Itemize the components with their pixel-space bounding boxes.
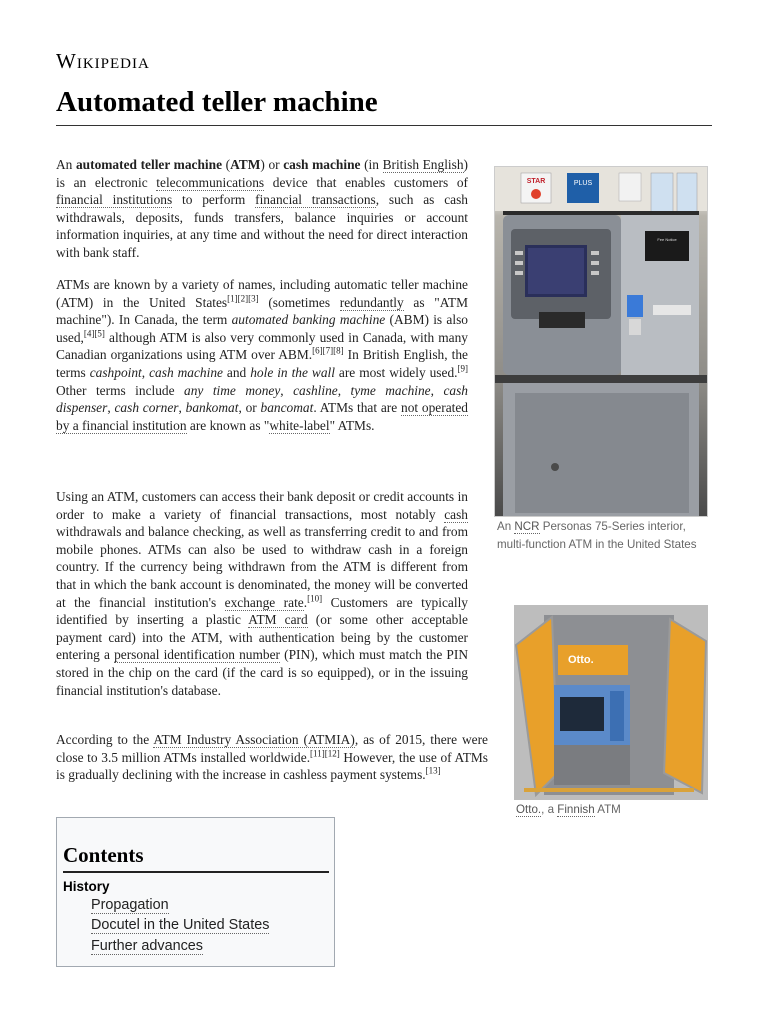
italic-term: tyme machine (350, 382, 431, 398)
otto-atm-illustration (514, 605, 708, 800)
page-title: Automated teller machine (56, 86, 378, 118)
toc-item-propagation[interactable]: Propagation (91, 897, 169, 913)
paragraph-stats (56, 731, 488, 784)
article-link[interactable]: ATM Industry Association (ATMIA) (153, 732, 355, 747)
article-link[interactable]: ATM card (248, 612, 308, 628)
article-link[interactable]: telecommunications (156, 174, 265, 190)
article-link[interactable]: redundantly (339, 294, 404, 310)
toc-divider (63, 871, 329, 873)
article-link[interactable]: exchange rate (224, 594, 304, 610)
otto-atm-image[interactable] (514, 605, 708, 800)
citation-ref[interactable]: [13] (425, 765, 441, 776)
article-link[interactable]: Finnish (557, 803, 595, 816)
title-divider (56, 125, 712, 126)
otto-brand-label: Otto. (568, 654, 594, 666)
star-sign: STAR (526, 178, 546, 185)
italic-term: cash machine (149, 364, 223, 380)
citation-ref[interactable]: [11][12] (310, 748, 340, 759)
toc-title: Contents (63, 843, 144, 867)
paragraph-4: According to the ATM Industry Association (ATMIA), as of 2015, there were close to 3.5 million ATMs installed worldwide.[11][12] However, the use of ATMs is gradually declining with the increase in cashless payment systems.[13] (56, 732, 488, 783)
citation-ref[interactable]: [1][2][3] (227, 293, 259, 304)
paragraph-2: ATMs are known by a variety of names, including automatic teller machine (ATM) in the United States[1][2][3] (sometimes redundantly as "ATM machine"). In Canada, the term automated banking machine (ABM) is also used,[4][5] although ATM is also very commonly used in Canada, with many Canadian organizations using ATM over ABM.[6][7][8] In British English, the terms cashpoint, cash machine and hole in the wall are most widely used.[9] Other terms include any time money, cashline, tyme machine, cash dispenser, cash corner, bankomat, or bancomat. ATMs that are not operated by a financial institution are known as "white-label" ATMs. (56, 277, 469, 433)
italic-term: cashpoint (89, 364, 142, 380)
citation-ref[interactable]: [10] (307, 593, 323, 604)
bold-term: cash machine (283, 157, 361, 172)
italic-term: bankomat (185, 400, 239, 416)
fig1-caption: An NCR Personas 75-Series interior, multi-function ATM in the United States (497, 520, 697, 551)
citation-ref[interactable]: [9] (457, 363, 468, 374)
bold-term: automated teller machine (75, 157, 223, 172)
italic-term: automated banking machine (231, 312, 386, 328)
toc-item-docutel[interactable]: Docutel in the United States (91, 917, 270, 933)
fee-notice-sign: Fee Notice (657, 237, 677, 242)
article-link[interactable]: cash (444, 506, 468, 522)
citation-ref[interactable]: [4][5] (83, 328, 105, 339)
paragraph-1: An automated teller machine (ATM) or cash machine (in British English) is an electronic telecommunications device that enables customers of financial institutions to perform financial transactions, such as cash withdrawals, deposits, funds transfers, balance inquiries or account information inquiries, at any time and without the need for direct interaction with bank staff. (56, 157, 469, 260)
italic-term: any time money (184, 382, 281, 398)
bold-term: ATM (230, 157, 261, 172)
italic-term: bancomat (260, 400, 314, 416)
italic-term: cash corner (114, 400, 179, 416)
article-link[interactable]: financial transactions (255, 192, 376, 208)
toc-item-further-advances[interactable]: Further advances (91, 938, 203, 954)
article-link[interactable]: British English (382, 157, 464, 172)
article-link[interactable]: NCR (514, 520, 540, 533)
paragraph-3: Using an ATM, customers can access their bank deposit or credit accounts in order to make a variety of financial transactions, most notably cash withdrawals and balance checking, as well as transferring credit to and from mobile phones. ATMs can also be used to withdraw cash in a foreign country. If the currency being withdrawn from the ATM is different from that in which the bank account is denominated, the money will be converted at the financial institution's exchange rate.[10] Customers are typically identified by inserting a plastic ATM card (or some other acceptable payment card) into the ATM, with authentication being by the customer entering a personal identification number (PIN), which must match the PIN stored in the chip on the card (if the card is so equipped), or in the issuing financial institution's database. (56, 489, 469, 698)
italic-term: hole in the wall (250, 364, 335, 380)
article-link[interactable]: white-label (269, 417, 330, 433)
paragraph-intro (56, 156, 468, 262)
paragraph-names (56, 276, 468, 434)
ncr-atm-image[interactable] (494, 166, 708, 517)
article-link[interactable]: financial institutions (56, 192, 173, 208)
fig2-caption: Otto., a Finnish ATM (516, 803, 621, 816)
article-link[interactable]: personal identification number (114, 647, 280, 663)
plus-sign: PLUS (573, 180, 593, 187)
article-link[interactable]: Otto. (516, 803, 542, 816)
citation-ref[interactable]: [6][7][8] (312, 345, 344, 356)
italic-term: cash dispenser (56, 382, 468, 416)
italic-term: cashline (293, 382, 338, 398)
table-of-contents (56, 817, 335, 967)
wikipedia-logo[interactable]: Wikipedia (56, 49, 150, 73)
toc-item-history[interactable]: History (63, 879, 110, 894)
paragraph-usage (56, 488, 468, 699)
article-link[interactable]: not operated by a financial institution (56, 400, 468, 433)
ncr-atm-illustration (495, 167, 707, 516)
